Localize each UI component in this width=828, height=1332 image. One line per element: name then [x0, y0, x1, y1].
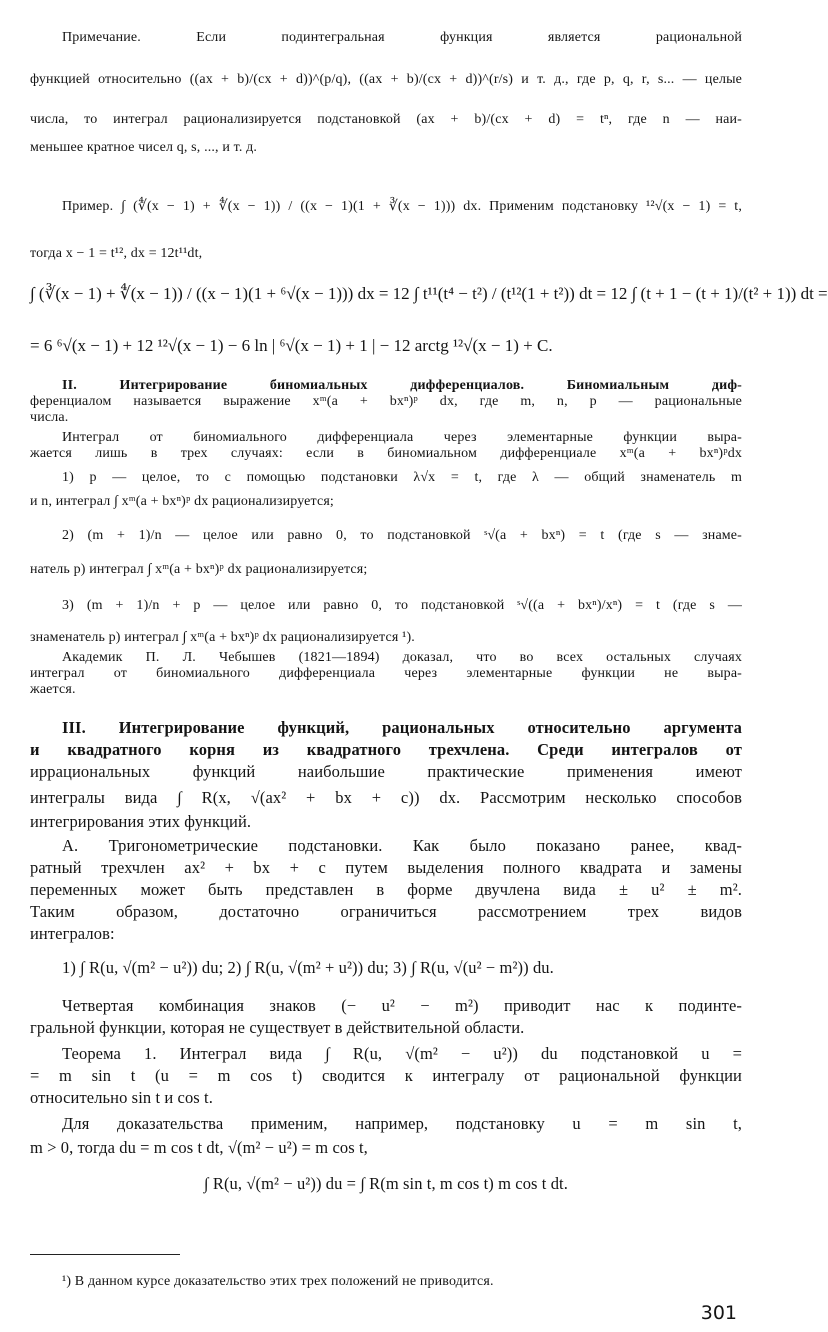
section-iii-line-4: интегралы вида ∫ R(x, √(ax² + bx + c)) dx. Рассмотрим несколько способов: [30, 788, 742, 807]
section-iii-line-3: иррациональных функций наибольшие практические применения имеют: [30, 762, 742, 781]
note-line-3: числа, то интеграл рационализируется подстановкой (ax + b)/(cx + d) = tⁿ, где n — наи-: [30, 112, 742, 127]
section-iii-heading: III. Интегрирование функций, рациональных относительно аргумента: [62, 718, 742, 737]
section-ii-line-2: ференциалом называется выражение xᵐ(a + bxⁿ)ᵖ dx, где m, n, p — рациональные: [30, 394, 742, 409]
page-number: 301: [700, 1302, 737, 1324]
proof-line-1: Для доказательства применим, например, подстановку u = m sin t,: [62, 1114, 742, 1133]
case-2-line-2: натель p) интеграл ∫ xᵐ(a + bxⁿ)ᵖ dx рационализируется;: [30, 562, 368, 577]
theorem-1-line-2: = m sin t (u = m cos t) сводится к интегралу от рациональной функции: [30, 1066, 742, 1085]
chebyshev-line-3: жается.: [30, 682, 76, 697]
section-ii-line-4: Интеграл от биномиального дифференциала через элементарные функции выра-: [62, 430, 742, 445]
subsection-a-line-5: интегралов:: [30, 924, 115, 943]
case-2-line-1: 2) (m + 1)/n — целое или равно 0, то подстановкой ˢ√(a + bxⁿ) = t (где s — знаме-: [62, 528, 742, 543]
example-result-formula: = 6 ⁶√(x − 1) + 12 ¹²√(x − 1) − 6 ln | ⁶√(x − 1) + 1 | − 12 arctg ¹²√(x − 1) + C.: [30, 336, 553, 355]
subsection-a-line-1: А. Тригонометрические подстановки. Как было показано ранее, квад-: [62, 836, 742, 855]
proof-formula: ∫ R(u, √(m² − u²)) du = ∫ R(m sin t, m cos t) m cos t dt.: [204, 1174, 568, 1193]
section-ii-line-5: жается лишь в трех случаях: если в биномиальном дифференциале xᵐ(a + bxⁿ)ᵖdx: [30, 446, 742, 461]
proof-line-2: m > 0, тогда du = m cos t dt, √(m² − u²) = m cos t,: [30, 1138, 368, 1157]
case-3-line-2: знаменатель p) интеграл ∫ xᵐ(a + bxⁿ)ᵖ dx рационализируется ¹).: [30, 630, 415, 645]
theorem-1-line-1: Теорема 1. Интеграл вида ∫ R(u, √(m² − u²)) du подстановкой u =: [62, 1044, 742, 1063]
fourth-combination-line-1: Четвертая комбинация знаков (− u² − m²) приводит нас к подинте-: [62, 996, 742, 1015]
chebyshev-line-1: Академик П. Л. Чебышев (1821—1894) доказал, что во всех остальных случаях: [62, 650, 742, 665]
example-substitution: тогда x − 1 = t¹², dx = 12t¹¹dt,: [30, 246, 203, 261]
note-line-1: Примечание. Если подинтегральная функция является рациональной: [62, 30, 742, 45]
three-integrals-formula: 1) ∫ R(u, √(m² − u²)) du; 2) ∫ R(u, √(m² + u²)) du; 3) ∫ R(u, √(u² − m²)) du.: [62, 958, 554, 977]
example-integral-formula: ∫ (∛(x − 1) + ∜(x − 1)) / ((x − 1)(1 + ⁶√(x − 1))) dx = 12 ∫ t¹¹(t⁴ − t²) / (t¹²(1 + t²)) dt = 12 ∫ (t + 1 − (t + 1)/(t² + 1)) dt =: [30, 284, 828, 303]
chebyshev-line-2: интеграл от биномиального дифференциала через элементарные функции не выра-: [30, 666, 742, 681]
subsection-a-line-4: Таким образом, достаточно ограничиться рассмотрением трех видов: [30, 902, 742, 921]
case-1-line-2: и n, интеграл ∫ xᵐ(a + bxⁿ)ᵖ dx рационализируется;: [30, 494, 334, 509]
subsection-a-line-3: переменных может быть представлен в форме двучлена вида ± u² ± m².: [30, 880, 742, 899]
subsection-a-line-2: ратный трехчлен ax² + bx + c путем выделения полного квадрата и замены: [30, 858, 742, 877]
fourth-combination-line-2: гральной функции, которая не существует в действительной области.: [30, 1018, 525, 1037]
case-1-line-1: 1) p — целое, то с помощью подстановки λ√x = t, где λ — общий знаменатель m: [62, 470, 742, 485]
example-line: Пример. ∫ (∜(x − 1) + ∜(x − 1)) / ((x − 1)(1 + ∛(x − 1))) dx. Применим подстановку ¹²√(x − 1) = t,: [62, 199, 742, 214]
theorem-1-line-3: относительно sin t и cos t.: [30, 1088, 213, 1107]
footnote-divider: [30, 1254, 180, 1255]
footnote: ¹) В данном курсе доказательство этих трех положений не приводится.: [62, 1274, 494, 1289]
section-iii-line-2: и квадратного корня из квадратного трехчлена. Среди интегралов от: [30, 740, 742, 759]
section-iii-line-5: интегрирования этих функций.: [30, 812, 252, 831]
note-line-4: меньшее кратное чисел q, s, ..., и т. д.: [30, 140, 258, 155]
section-ii-heading: II. Интегрирование биномиальных дифференциалов. Биномиальным диф-: [62, 378, 742, 393]
section-ii-line-3: числа.: [30, 410, 69, 425]
note-line-2: функцией относительно ((ax + b)/(cx + d))^(p/q), ((ax + b)/(cx + d))^(r/s) и т. д., где p, q, r, s... — целые: [30, 72, 742, 87]
case-3-line-1: 3) (m + 1)/n + p — целое или равно 0, то подстановкой ˢ√((a + bxⁿ)/xⁿ) = t (где s —: [62, 598, 742, 613]
